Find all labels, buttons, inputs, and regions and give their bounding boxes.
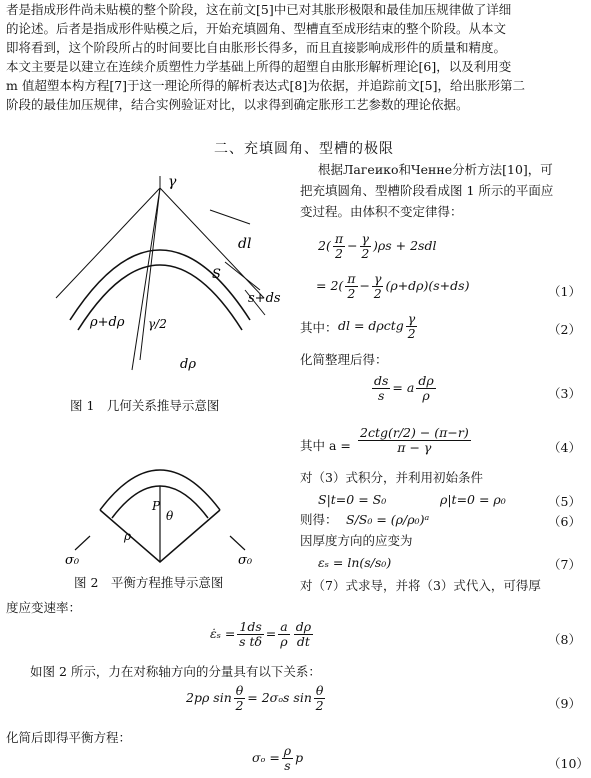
right-line-1: 根据Лагеико和Ченне分析方法[10]，可 xyxy=(318,162,553,177)
eq-number-6: （6） xyxy=(548,514,581,529)
intro-line-1: 者是指成形件尚未贴模的整个阶段，这在前文[5]中已对其胀形极限和最佳加压规律做了详细 xyxy=(6,2,512,17)
fig1-sds-label: s+ds xyxy=(248,291,281,306)
eq-number-9: （9） xyxy=(548,696,581,711)
figure-2-diagram xyxy=(60,440,260,565)
fig1-s-label: S xyxy=(212,267,221,282)
equation-10: σₒ = $\frac{\rho}{s}$ p xyxy=(252,743,304,773)
equation-5a: S|t=0 = S₀ xyxy=(318,492,387,507)
fig2-sigma-right: σ₀ xyxy=(238,553,253,565)
eq-number-1: （1） xyxy=(548,284,581,299)
thickness-label: 因厚度方向的应变为 xyxy=(300,533,413,548)
fig1-gamma-label: γ xyxy=(168,174,177,190)
equation-5b: ρ|t=0 = ρ₀ xyxy=(440,492,506,507)
eq-number-5: （5） xyxy=(548,494,581,509)
figure-2-caption: 图 2 平衡方程推导示意图 xyxy=(74,575,224,590)
equation-1a: 2( $\frac{\pi}{2}$ − $\frac{\gamma}{2}$ )ρs + 2sdl xyxy=(318,231,437,261)
equation-7: εₛ = ln(s/s₀) xyxy=(318,555,392,570)
equation-3: $\frac{ds}{s}$ = a $\frac{d\rho}{\rho}$ xyxy=(374,373,434,403)
figure-1-diagram xyxy=(50,170,290,390)
right-line-3: 变过程。由体积不变定律得： xyxy=(300,204,463,219)
equation-4: $\frac{\text{2ctg(r/2) − (π−r)}}{\pi - \gamma}$ xyxy=(360,425,469,455)
where-label: 其中： xyxy=(300,320,338,335)
fig1-dl-label: dl xyxy=(238,236,252,252)
figure-1-caption: 图 1 几何关系推导示意图 xyxy=(70,398,220,413)
bottom-line-1: 度应变速率： xyxy=(6,600,82,615)
eq-number-2: （2） xyxy=(548,322,581,337)
eq-number-4: （4） xyxy=(548,440,581,455)
intro-line-4: 本文主要是以建立在连续介质塑性力学基础上所得的超塑自由胀形解析理论[6]，以及利用变 xyxy=(6,59,512,74)
equation-8: ε̇ₛ = $\frac{1ds}{\text{s tδ}}$ = $\frac{a}{\rho}$ $\frac{d\rho}{dt}$ xyxy=(210,619,312,649)
eq-number-8: （8） xyxy=(548,632,581,647)
fig2-theta-label: θ xyxy=(166,509,174,523)
bottom-line-3: 化简后即得平衡方程： xyxy=(6,730,132,745)
intro-line-3: 即将看到，这个阶段所占的时间要比自由胀形长得多，而且直接影响成形件的质量和精度。 xyxy=(6,40,507,55)
fig2-rho-label: ρ xyxy=(124,529,132,543)
integrate-label: 对（3）式积分，并利用初始条件 xyxy=(300,470,483,485)
right-line-2: 把充填圆角、型槽阶段看成图 1 所示的平面应 xyxy=(300,183,554,198)
derive-line-1: 对（7）式求导，并将（3）式代入，可得厚 xyxy=(300,578,541,593)
section-title: 二、充填圆角、型槽的极限 xyxy=(214,141,394,157)
eq-number-10: （10） xyxy=(548,756,589,771)
equation-6: S/S₀ = (ρ/ρ₀)ᵃ xyxy=(346,512,430,527)
fig2-sigma-left: σ₀ xyxy=(65,553,80,565)
intro-line-6: 阶段的最佳加压规律，结合实例验证对比，以求得到确定胀形工艺参数的理论依据。 xyxy=(6,97,469,112)
where-a-label: 其中 a = xyxy=(300,438,351,453)
then-label: 则得： xyxy=(300,512,338,527)
fig1-drho-label: dρ xyxy=(180,357,196,372)
fig1-rho-label: ρ+dρ xyxy=(90,315,125,330)
eq-number-7: （7） xyxy=(548,557,581,572)
eq-number-3: （3） xyxy=(548,386,581,401)
fig2-p-label: P xyxy=(152,499,161,513)
intro-line-2: 的论述。后者是指成形件贴模之后，开始充填圆角、型槽直至成形结束的整个阶段。从本文 xyxy=(6,21,507,36)
equation-2: dl = dρctg $\frac{\gamma}{2}$ xyxy=(338,311,416,341)
bottom-line-2: 如图 2 所示，力在对称轴方向的分量具有以下关系： xyxy=(30,664,321,679)
equation-1b: = 2( $\frac{\pi}{2}$ − $\frac{\gamma}{2}$ (ρ+dρ)(s+ds) xyxy=(316,271,470,301)
equation-9: 2pρ sin $\frac{\theta}{2}$ = 2σₒs sin $\frac{\theta}{2}$ xyxy=(186,683,324,713)
intro-line-5: m 值超塑本构方程[7]于这一理论所得的解析表达式[8]为依据，并追踪前文[5]，给出胀形第二 xyxy=(6,78,525,93)
fig1-half-label: γ/2 xyxy=(148,317,167,331)
simplify-label: 化简整理后得： xyxy=(300,352,388,367)
